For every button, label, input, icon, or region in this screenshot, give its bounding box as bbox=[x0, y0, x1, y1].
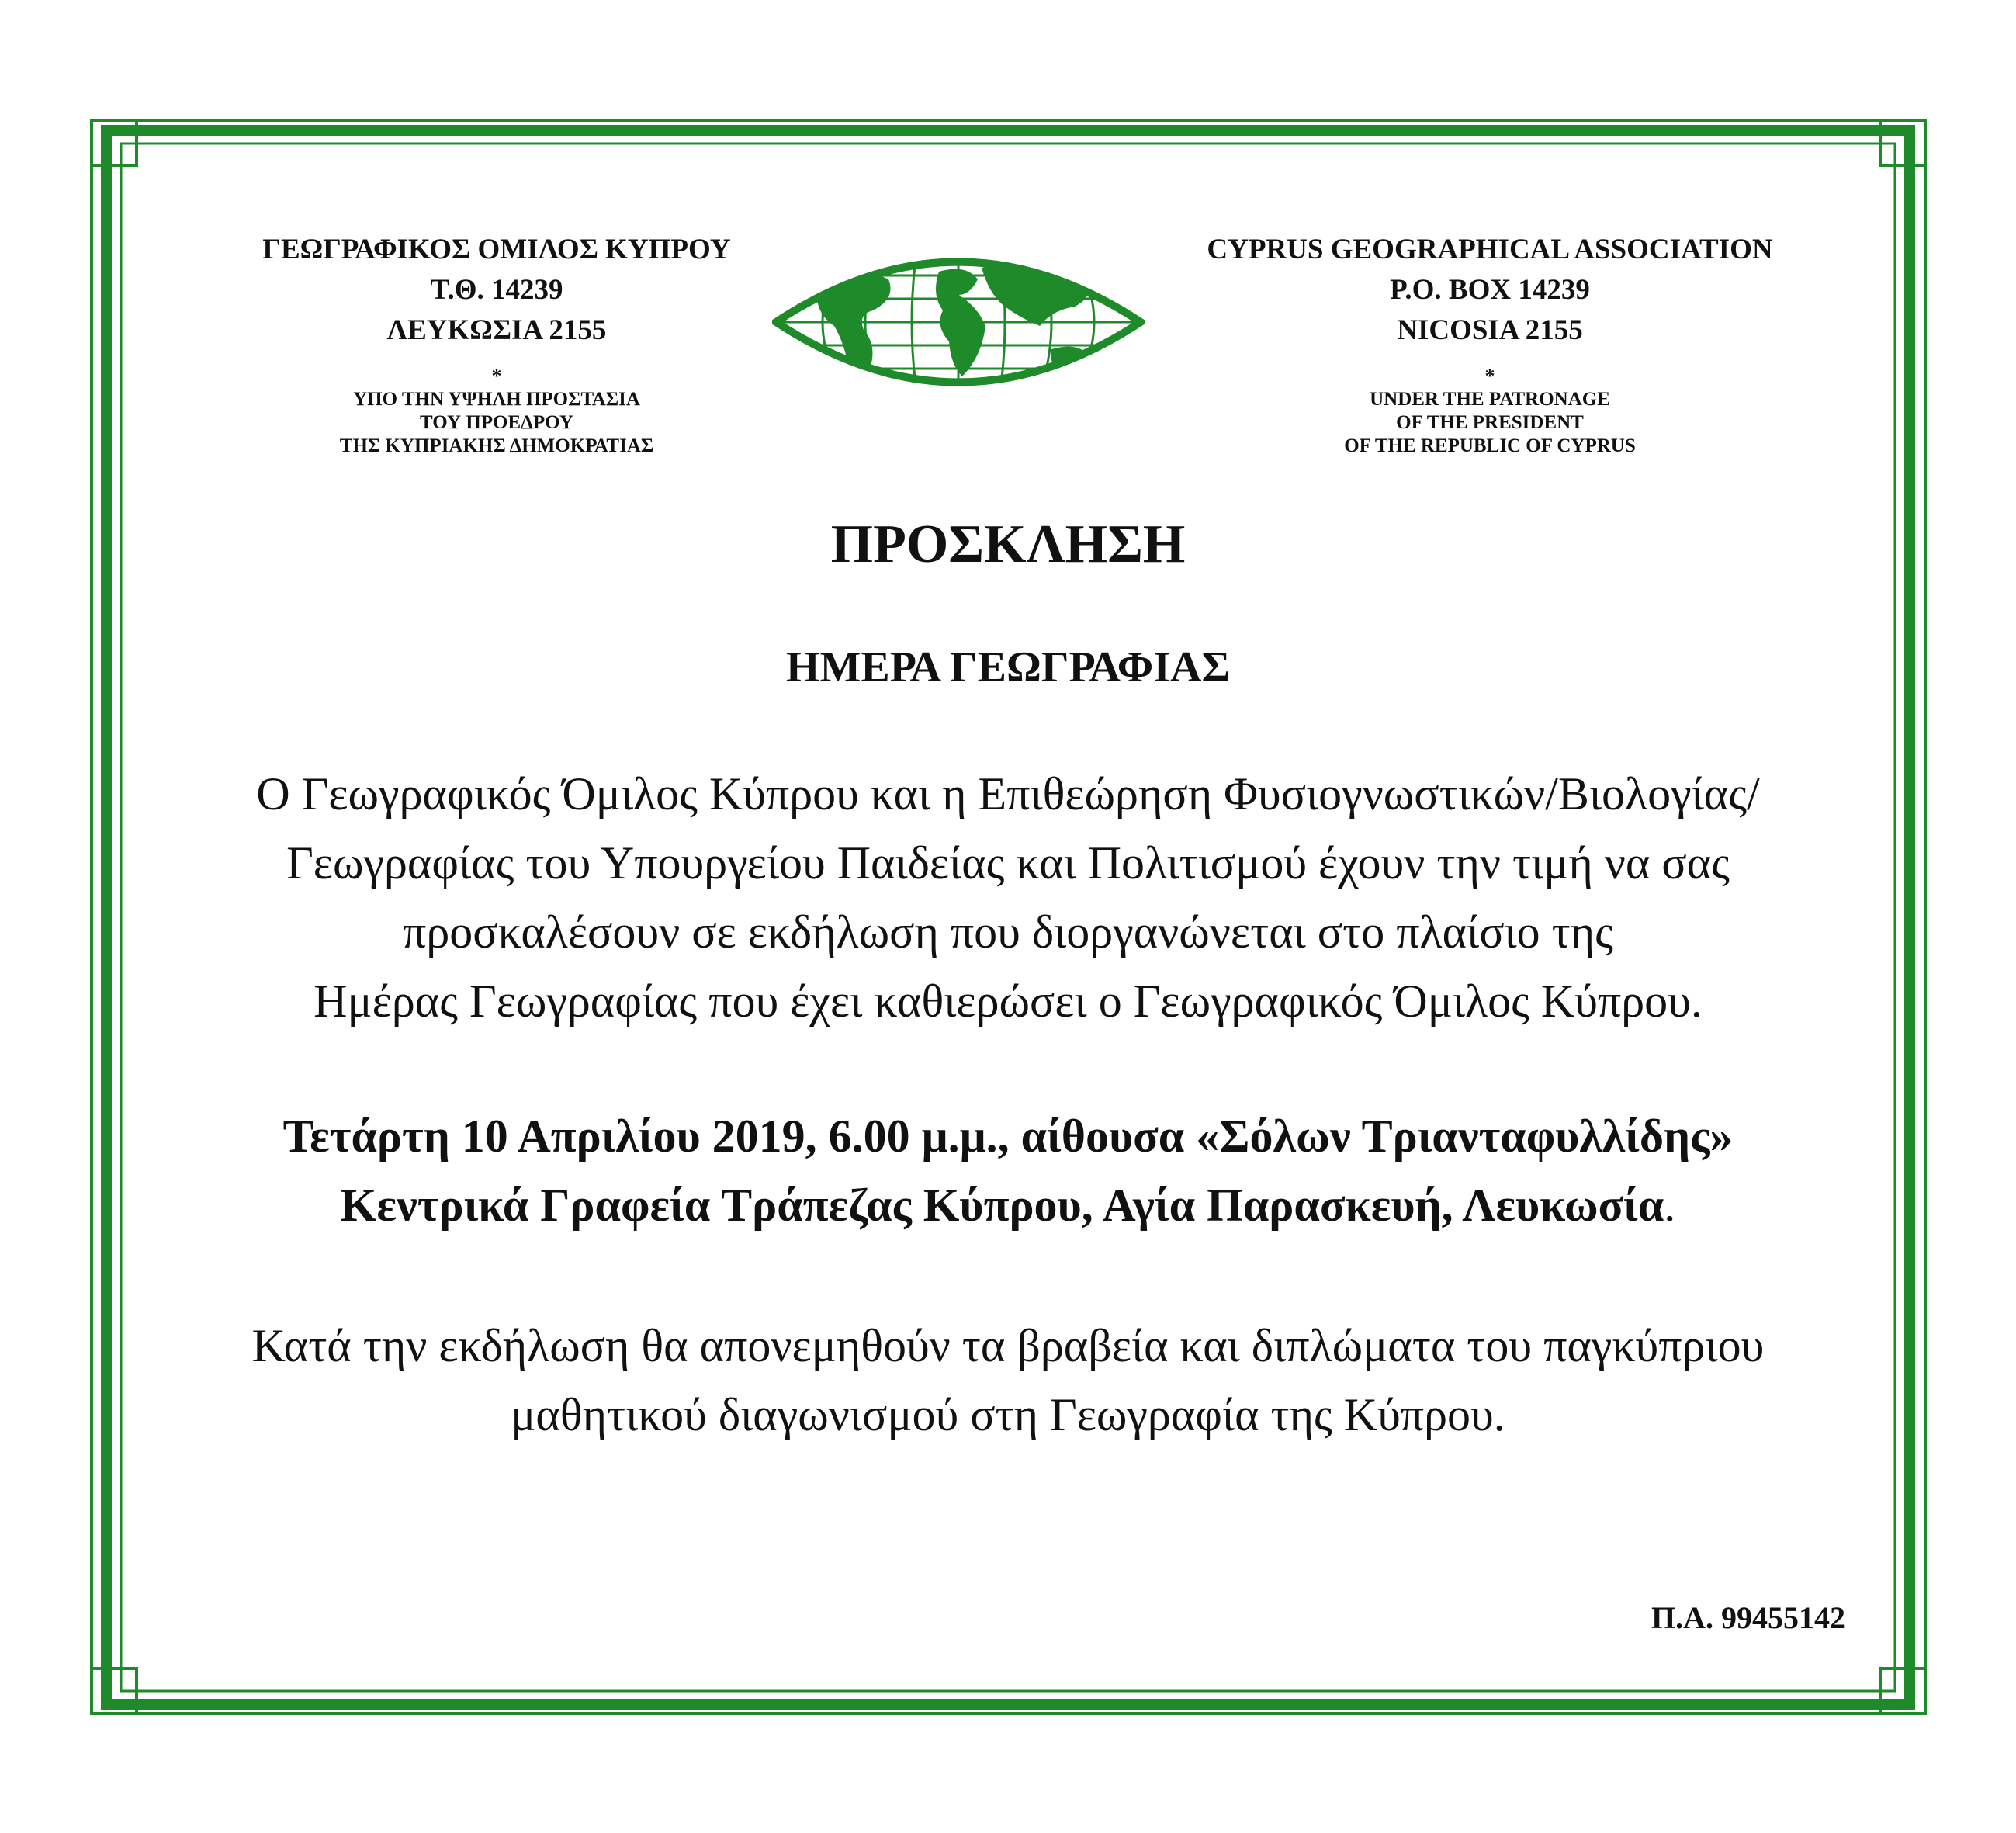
org-name-english: CYPRUS GEOGRAPHICAL ASSOCIATION bbox=[1207, 234, 1773, 265]
separator-star: * bbox=[1484, 365, 1495, 387]
venue-period: . bbox=[1664, 1180, 1676, 1231]
po-box-english: P.O. BOX 14239 bbox=[1390, 274, 1590, 306]
awards-line: Κατά την εκδήλωση θα απονεμηθούν τα βραβεία και διπλώματα του παγκύπριου bbox=[251, 1320, 1765, 1371]
org-name-greek: ΓΕΩΓΡΑΦΙΚΟΣ ΟΜΙΛΟΣ ΚΥΠΡΟΥ bbox=[262, 234, 731, 265]
patronage-line-3: ΤΗΣ ΚΥΠΡΙΑΚΗΣ ΔΗΜΟΚΡΑΤΙΑΣ bbox=[339, 435, 654, 456]
city-english: NICOSIA 2155 bbox=[1397, 314, 1583, 346]
awards-line: μαθητικού διαγωνισμού στη Γεωγραφία της Κύπρου. bbox=[511, 1389, 1505, 1440]
patronage-line-1: UNDER THE PATRONAGE bbox=[1370, 389, 1610, 410]
header-right bbox=[1195, 230, 1785, 458]
intro-line: Ο Γεωγραφικός Όμιλος Κύπρου και η Επιθεώρηση Φυσιογνωστικών/Βιολογίας/ bbox=[256, 768, 1760, 819]
event-venue-line bbox=[0, 1171, 2016, 1240]
header-left bbox=[202, 230, 792, 458]
separator-star: * bbox=[491, 365, 502, 387]
intro-line: προσκαλέσουν σε εκδήλωση που διοργανώνεται στο πλαίσιο της bbox=[403, 906, 1613, 958]
event-details bbox=[0, 1102, 2016, 1240]
contact-number: Π.Α. 99455142 bbox=[1651, 1600, 1845, 1635]
intro-paragraph bbox=[0, 760, 2016, 1036]
patronage-line-2: OF THE PRESIDENT bbox=[1396, 412, 1584, 433]
awards-paragraph bbox=[0, 1312, 2016, 1450]
patronage-line-2: ΤΟΥ ΠΡΟΕΔΡΟΥ bbox=[420, 412, 573, 433]
po-box-greek: Τ.Θ. 14239 bbox=[430, 274, 563, 306]
event-venue: Κεντρικά Γραφεία Τράπεζας Κύπρου, Αγία Παρασκευή, Λευκωσία bbox=[340, 1180, 1664, 1231]
patronage-line-1: ΥΠΟ ΤΗΝ ΥΨΗΛΗ ΠΡΟΣΤΑΣΙΑ bbox=[353, 389, 640, 410]
globe-logo-icon bbox=[772, 233, 1145, 411]
intro-line: Ημέρας Γεωγραφίας που έχει καθιερώσει ο Γεωγραφικός Όμιλος Κύπρου. bbox=[313, 975, 1703, 1027]
city-greek: ΛΕΥΚΩΣΙΑ 2155 bbox=[386, 314, 607, 346]
event-date-line: Τετάρτη 10 Απριλίου 2019, 6.00 μ.μ., αίθουσα «Σόλων Τριανταφυλλίδης» bbox=[282, 1111, 1734, 1162]
invitation-title: ΠΡΟΣΚΛΗΣΗ bbox=[830, 515, 1186, 574]
intro-line: Γεωγραφίας του Υπουργείου Παιδείας και Πολιτισμού έχουν την τιμή να σας bbox=[286, 837, 1730, 889]
event-subtitle: ΗΜΕΡΑ ΓΕΩΓΡΑΦΙΑΣ bbox=[785, 643, 1231, 691]
patronage-line-3: OF THE REPUBLIC OF CYPRUS bbox=[1344, 435, 1636, 456]
